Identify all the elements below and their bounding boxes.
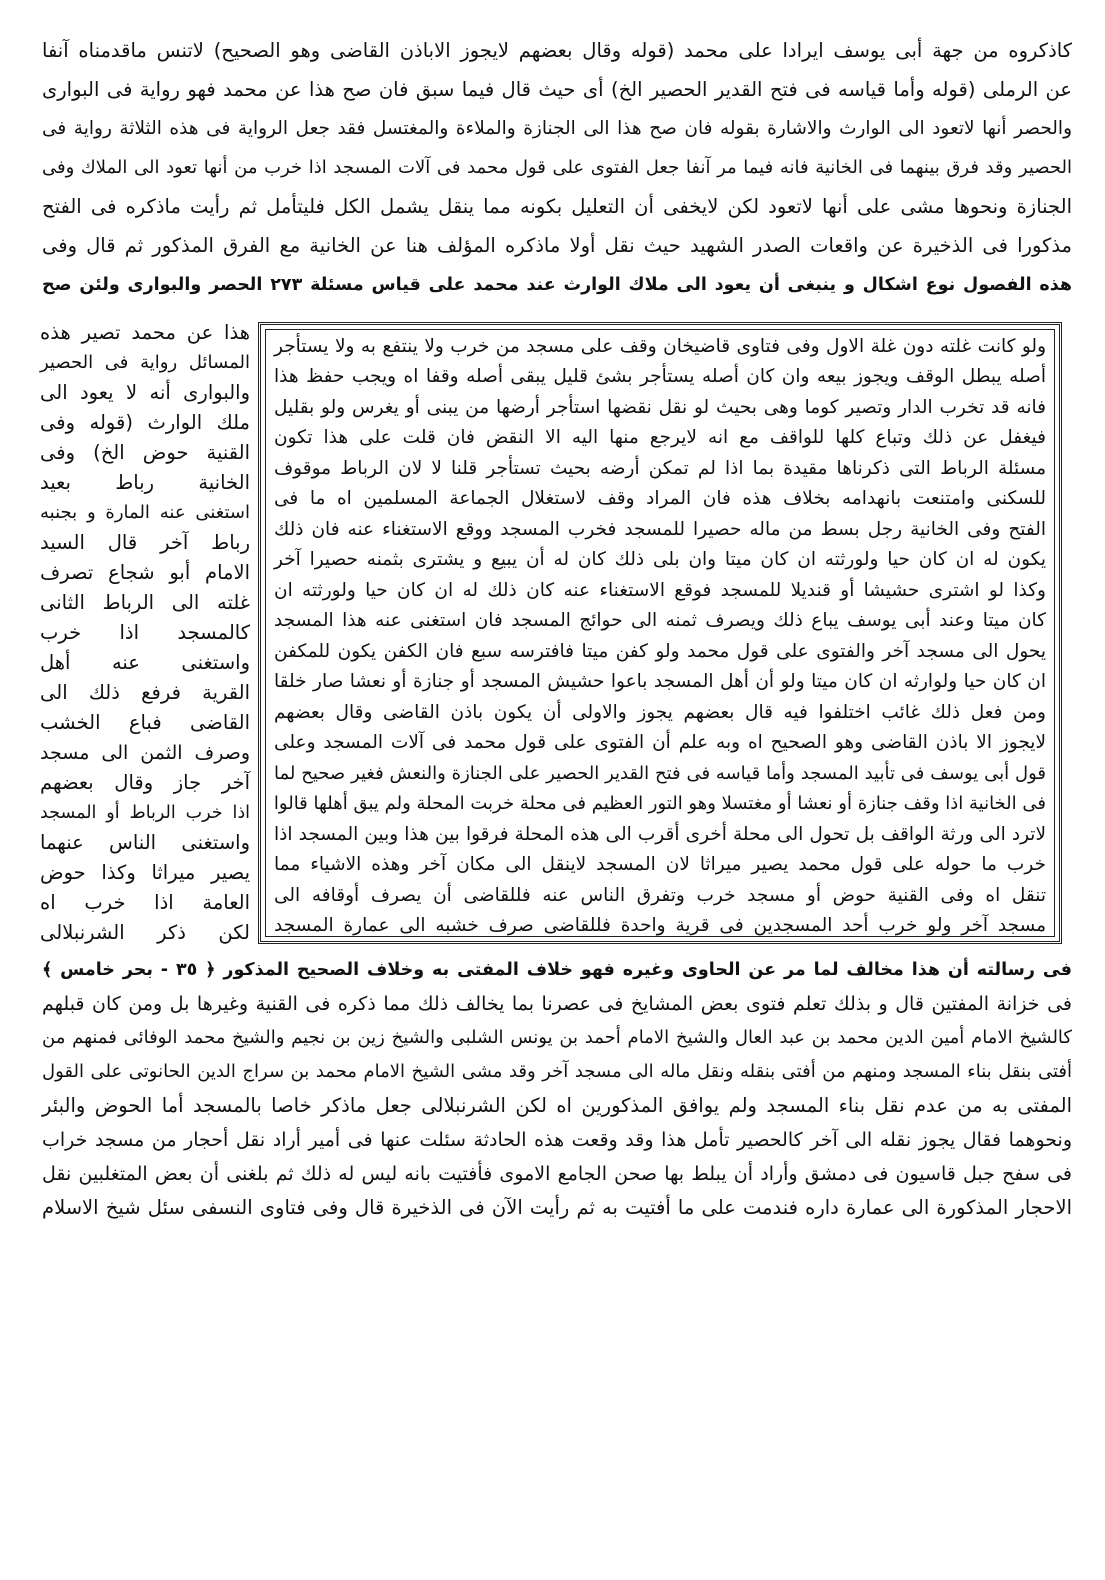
text-line: ونحوهما فقال يجوز نقله الى آخر كالحصير تأمل هذا وقد وقعت هذه الحادثة سئلت عنها فى أمير أراد نقل أحجار من مسجد خراب	[42, 1129, 1072, 1151]
text-line: فيغفل عن ذلك وتباع كلها للواقف مع انه لايرجع منها اليه الا النقض فان قلت على هذا تكون	[274, 427, 1046, 448]
text-line-with-folio-mark: فى رسالته أن هذا مخالف لما مر عن الحاوى وغيره فهو خلاف المفتى به وخلاف الصحيح المذكور ﴿ ٣٥ - بحر خامس ﴾	[42, 960, 1072, 980]
text-line: واستغنى عنه أهل	[40, 651, 250, 674]
text-line: فى خزانة المفتين قال و بذلك تعلم فتوى بعض المشايخ فى عصرنا بما يخالف ذلك مما ذكره فى القنية وغيرها بل ومن كان قبلهم	[42, 993, 1072, 1015]
main-text-frame	[258, 322, 1062, 944]
text-line: غلته الى الرباط الثانى	[40, 591, 250, 614]
text-line: اذا خرب الرباط أو المسجد	[40, 803, 250, 823]
text-line: ملك الوارث (قوله وفى	[40, 411, 250, 434]
text-line: خرب ما حوله على قول محمد يصير ميراثا لان المسجد لاينقل الى مكان آخر وهذه الاشياء مما	[274, 854, 1046, 875]
text-line: آخر جاز وقال بعضهم	[40, 771, 250, 794]
text-line: لايجوز الا باذن القاضى وهو الصحيح اه وبه علم أن الفتوى على قول محمد فى آلات المسجد وعلى	[274, 732, 1046, 753]
text-line: وصرف الثمن الى مسجد	[40, 742, 250, 764]
text-line: العامة اذا خرب اه	[40, 891, 250, 914]
text-line: هذا عن محمد تصير هذه	[40, 321, 250, 344]
text-line: لكن ذكر الشرنبلالى	[40, 921, 250, 944]
text-line: مسئلة الرباط التى ذكرناها مقيدة بما اذا لم تمكن أرضه بحيث تستأجر قلنا لا لان الرباط موقوف	[274, 458, 1046, 479]
text-line: أفتى بنقل بناء المسجد ومنهم من أفتى بنقله ونقل ماله الى مسجد آخر وقد مشى الشيخ الامام محمد بن سراج الدين الحانوتى على القول	[42, 1061, 1072, 1082]
text-line: القنية حوض الخ) وفى	[40, 441, 250, 464]
frame-inner-border	[265, 329, 1055, 937]
text-line: الحصير وقد فرق بينهما فى الخانية فانه فيما مر آنفا جعل الفتوى على قول محمد فى آلات المسجد اذا خرب من أنها تعود الى الملاك وفى	[42, 157, 1072, 178]
text-line: يكون له ان كان حيا ولورثته ان كان ميتا وان بلى ذلك كان له أن يبيع و يشترى بثمنه حصيرا آخر	[274, 549, 1046, 570]
text-line: تنقل اه وفى القنية حوض أو مسجد خرب وتفرق الناس عنه فللقاضى أن يصرف أوقافه الى	[274, 885, 1046, 906]
text-line: وكذا لو اشترى حشيشا أو قنديلا للمسجد فوقع الاستغناء عنه كان ذلك له ان كان حيا ولورثته ان	[274, 580, 1046, 601]
text-line: استغنى عنه المارة و بجنبه	[40, 502, 250, 523]
text-line: ولو كانت غلته دون غلة الاول وفى فتاوى قاضيخان وقف على مسجد من خرب ولا ينتفع به ولا يستأجر	[274, 336, 1046, 357]
text-line: المسائل رواية فى الحصير	[40, 352, 250, 373]
text-line: القرية فرفع ذلك الى	[40, 681, 250, 704]
text-line: واستغنى الناس عنهما	[40, 831, 250, 854]
text-line: ومن فعل ذلك غائب اختلفوا فيه قال بعضهم يجوز والاولى أن يكون باذن القاضى وقال بعضهم	[274, 702, 1046, 723]
text-line-with-page-number: هذه الفصول نوع اشكال و ينبغى أن يعود الى ملاك الوارث عند محمد على قياس مسئلة ٢٧٣ الحصر والبوارى ولئن صح	[42, 275, 1072, 295]
text-line: فى سفح جبل قاسيون فى دمشق وأراد أن يبلط بها صحن الجامع الاموى فأفتيت بانه ليس له ذلك ثم بلغنى أن بعض المتغلبين نقل	[42, 1163, 1072, 1185]
text-line: للسكنى وامتنعت بانهدامه بخلاف هذه فان المراد وقف لاستغلال الجماعة المسلمين اه ما فى	[274, 488, 1046, 509]
text-line: كالمسجد اذا خرب	[40, 621, 250, 644]
text-line: فانه قد تخرب الدار وتصير كوما وهى بحيث لو نقل نقضها استأجر أرضها من يبنى أو يغرس ولو بقليل	[274, 397, 1046, 418]
text-line: عن الرملى (قوله وأما قياسه فى فتح القدير الحصير الخ) أى حيث قال فيما سبق فان صح هذا عن محمد فهو رواية فى البوارى	[42, 78, 1072, 101]
text-line: الخانية رباط بعيد	[40, 471, 250, 494]
text-line: رباط آخر قال السيد	[40, 531, 250, 554]
text-line: والبوارى أنه لا يعود الى	[40, 381, 250, 404]
text-line: القاضى فباع الخشب	[40, 711, 250, 734]
text-line: الاحجار المذكورة الى عمارة داره فندمت على ما أفتيت به ثم رأيت الآن فى الذخيرة قال وفى فتاوى النسفى سئل شيخ الاسلام	[42, 1196, 1072, 1219]
text-line: أصله يبطل الوقف ويجوز بيعه وان كان أصله يستأجر بشئ قليل يبقى أصله وقفا اه ويجب حفظ هذا	[274, 366, 1046, 387]
text-line: الفتح وفى الخانية رجل بسط من ماله حصيرا للمسجد فخرب المسجد ووقع الاستغناء عنه فان ذلك	[274, 519, 1046, 540]
text-line: الامام أبو شجاع تصرف	[40, 561, 250, 584]
text-line: والحصر أنها لاتعود الى الوارث والاشارة بقوله فان صح هذا الى الجنازة والملاءة والمغتسل فقد جعل الرواية فى هذه الثلاثة رواية فى	[42, 118, 1072, 139]
text-line: مسجد آخر ولو خرب أحد المسجدين فى قرية واحدة فللقاضى صرف خشبه الى عمارة المسجد	[274, 915, 1046, 936]
text-line: قول أبى يوسف فى تأبيد المسجد وأما قياسه فى فتح القدير الحصير على الجنازة والنعش فغير صحيح لما	[274, 763, 1046, 784]
text-line: كالشيخ الامام أمين الدين محمد بن عبد العال والشيخ الامام أحمد بن يونس الشلبى والشيخ زين بن نجيم والشيخ محمد الوفائى فمنهم من	[42, 1027, 1072, 1048]
text-line: كاذكروه من جهة أبى يوسف ايرادا على محمد (قوله وقال بعضهم لايجوز الاباذن القاضى وهو الصحيح) لاتنس ماقدمناه آنفا	[42, 39, 1072, 62]
text-line: الجنازة ونحوها مشى على أنها لاتعود لكن لايخفى أن التعليل بكونه مما ينقل يشمل الكل فليتأمل ثم رأيت ماذكره فى الفتح	[42, 195, 1072, 218]
text-line: مذكورا فى الذخيرة عن واقعات الصدر الشهيد حيث نقل أولا ماذكره المؤلف هنا عن الخانية مع الفرق المذكور ثم قال وفى	[42, 234, 1072, 257]
text-line: كان ميتا وعند أبى يوسف يباع ذلك ويصرف ثمنه الى حوائج المسجد فان استغنى عنه هذا المسجد	[274, 610, 1046, 631]
text-line: المفتى به من عدم نقل بناء المسجد ولم يوافق المذكورين اه لكن الشرنبلالى جعل ماذكر خاصا بالمسجد أما الحوض والبئر	[42, 1094, 1072, 1117]
text-line: لاترد الى ورثة الواقف بل تحول الى محلة أخرى أقرب الى هذه المحلة فرقوا بين هذا وبين المسجد اذا	[274, 824, 1046, 845]
text-line: فى الخانية اذا وقف جنازة أو نعشا أو مغتسلا وهو التور العظيم فى محلة خربت المحلة ولم يبق أهلها قالوا	[273, 793, 1046, 814]
text-line: ان كان حيا ولوارثه ان كان ميتا ولو أن أهل المسجد باعوا حشيش المسجد أو جنازة أو نعشا صار خلقا	[274, 671, 1046, 692]
text-line: يحول الى مسجد آخر والفتوى على قول محمد ولو كفن ميتا فافترسه سبع فان الكفن يكون للمكفن	[274, 641, 1046, 662]
text-line: يصير ميراثا وكذا حوض	[40, 861, 250, 884]
